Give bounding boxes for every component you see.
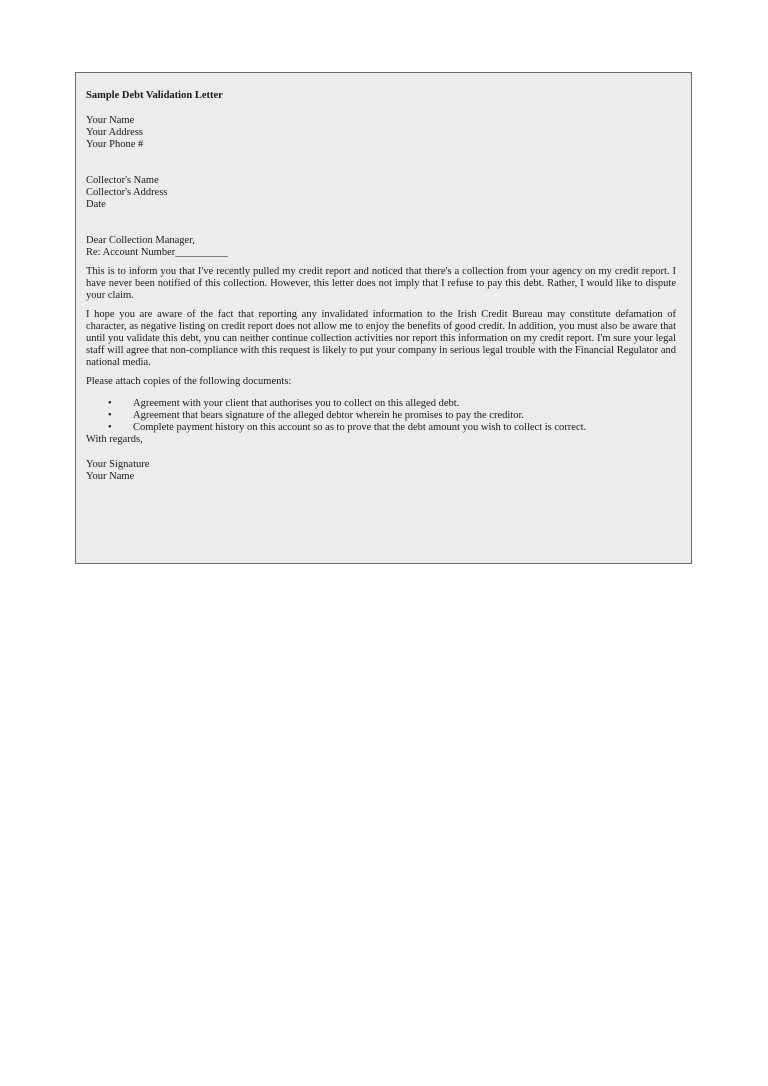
signature-name: Your Name xyxy=(86,471,135,482)
signature-block xyxy=(86,459,681,483)
document-item-text: Agreement that bears signature of the alleged debtor wherein he promises to pay the creditor. xyxy=(133,410,524,421)
documents-intro: Please attach copies of the following documents: xyxy=(86,376,292,387)
greeting-line: Dear Collection Manager, xyxy=(86,235,195,246)
recipient-block xyxy=(86,175,681,211)
closing-line: With regards, xyxy=(86,434,143,445)
letter-date: Date xyxy=(86,199,106,210)
documents-list xyxy=(86,398,681,434)
document-item-text: Complete payment history on this account so as to prove that the debt amount you wish to collect is correct. xyxy=(133,422,587,433)
signature-line: Your Signature xyxy=(86,459,150,470)
account-reference: Re: Account Number__________ xyxy=(86,247,228,258)
bullet-icon: • xyxy=(108,410,112,421)
document-item-text: Agreement with your client that authorises you to collect on this alleged debt. xyxy=(133,398,460,409)
sender-address: Your Address xyxy=(86,127,143,138)
sender-name: Your Name xyxy=(86,115,135,126)
letter-document xyxy=(75,72,692,564)
recipient-address: Collector's Address xyxy=(86,187,168,198)
sender-block xyxy=(86,115,681,151)
bullet-icon: • xyxy=(108,422,112,433)
list-item xyxy=(108,398,681,410)
sender-phone: Your Phone # xyxy=(86,139,144,150)
paragraph-notice: This is to inform you that I've recently pulled my credit report and noticed that there's a collection from your agency on my credit report. I have never been notified of this collection. However, this letter does not imply that I refuse to pay this debt. Rather, I would like to dispute your claim. xyxy=(86,266,676,301)
paragraph-legal: I hope you are aware of the fact that reporting any invalidated information to the Irish Credit Bureau may constitute defamation of character, as negative listing on credit report does not allow me to enjoy the benefits of good credit. In addition, you must also be aware that until you validate this debt, you can neither continue collection activities nor report this information on my credit report. I'm sure your legal staff will agree that non-compliance with this request is likely to put your company in serious legal trouble with the Financial Regulator and national media. xyxy=(86,309,676,368)
recipient-name: Collector's Name xyxy=(86,175,159,186)
list-item xyxy=(108,422,681,434)
greeting-block xyxy=(86,235,681,259)
bullet-icon: • xyxy=(108,398,112,409)
list-item xyxy=(108,410,681,422)
letter-title: Sample Debt Validation Letter xyxy=(86,90,223,101)
